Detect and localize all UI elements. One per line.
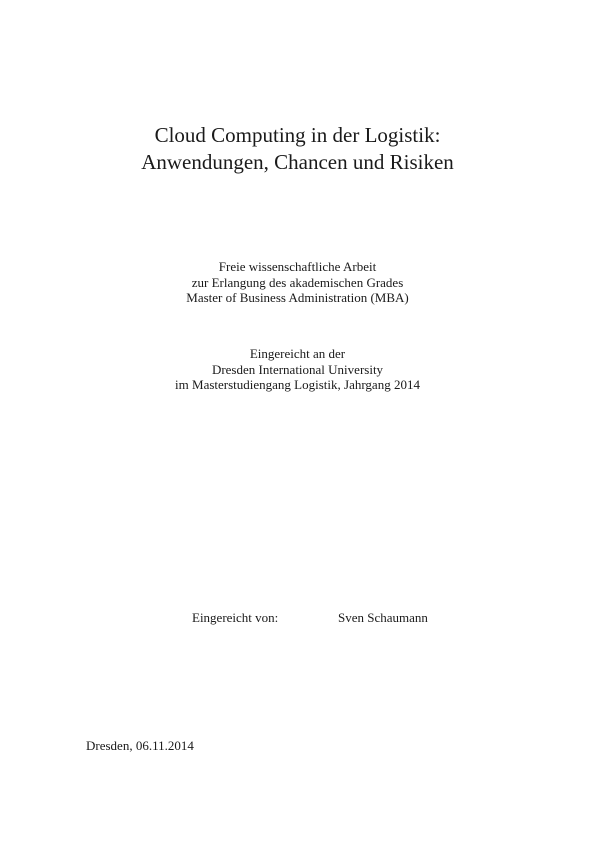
thesis-line-1: Freie wissenschaftliche Arbeit	[218, 259, 377, 274]
document-title	[0, 122, 595, 176]
author-label: Eingereicht von:	[192, 610, 279, 625]
submission-info	[0, 346, 595, 393]
author-row	[0, 610, 595, 626]
submission-line-1: Eingereicht an der	[249, 346, 346, 361]
title-line-2: Anwendungen, Chancen und Risiken	[141, 150, 454, 174]
thesis-description	[0, 259, 595, 306]
author-name: Sven Schaumann	[338, 610, 428, 625]
submission-line-2: Dresden International University	[211, 361, 384, 377]
title-line-1: Cloud Computing in der Logistik:	[154, 123, 441, 147]
submission-line-3: im Masterstudiengang Logistik, Jahrgang 2014	[175, 377, 420, 392]
thesis-line-3: Master of Business Administration (MBA)	[186, 290, 409, 305]
place-date: Dresden, 06.11.2014	[86, 738, 194, 753]
thesis-line-2: zur Erlangung des akademischen Grades	[191, 274, 404, 290]
